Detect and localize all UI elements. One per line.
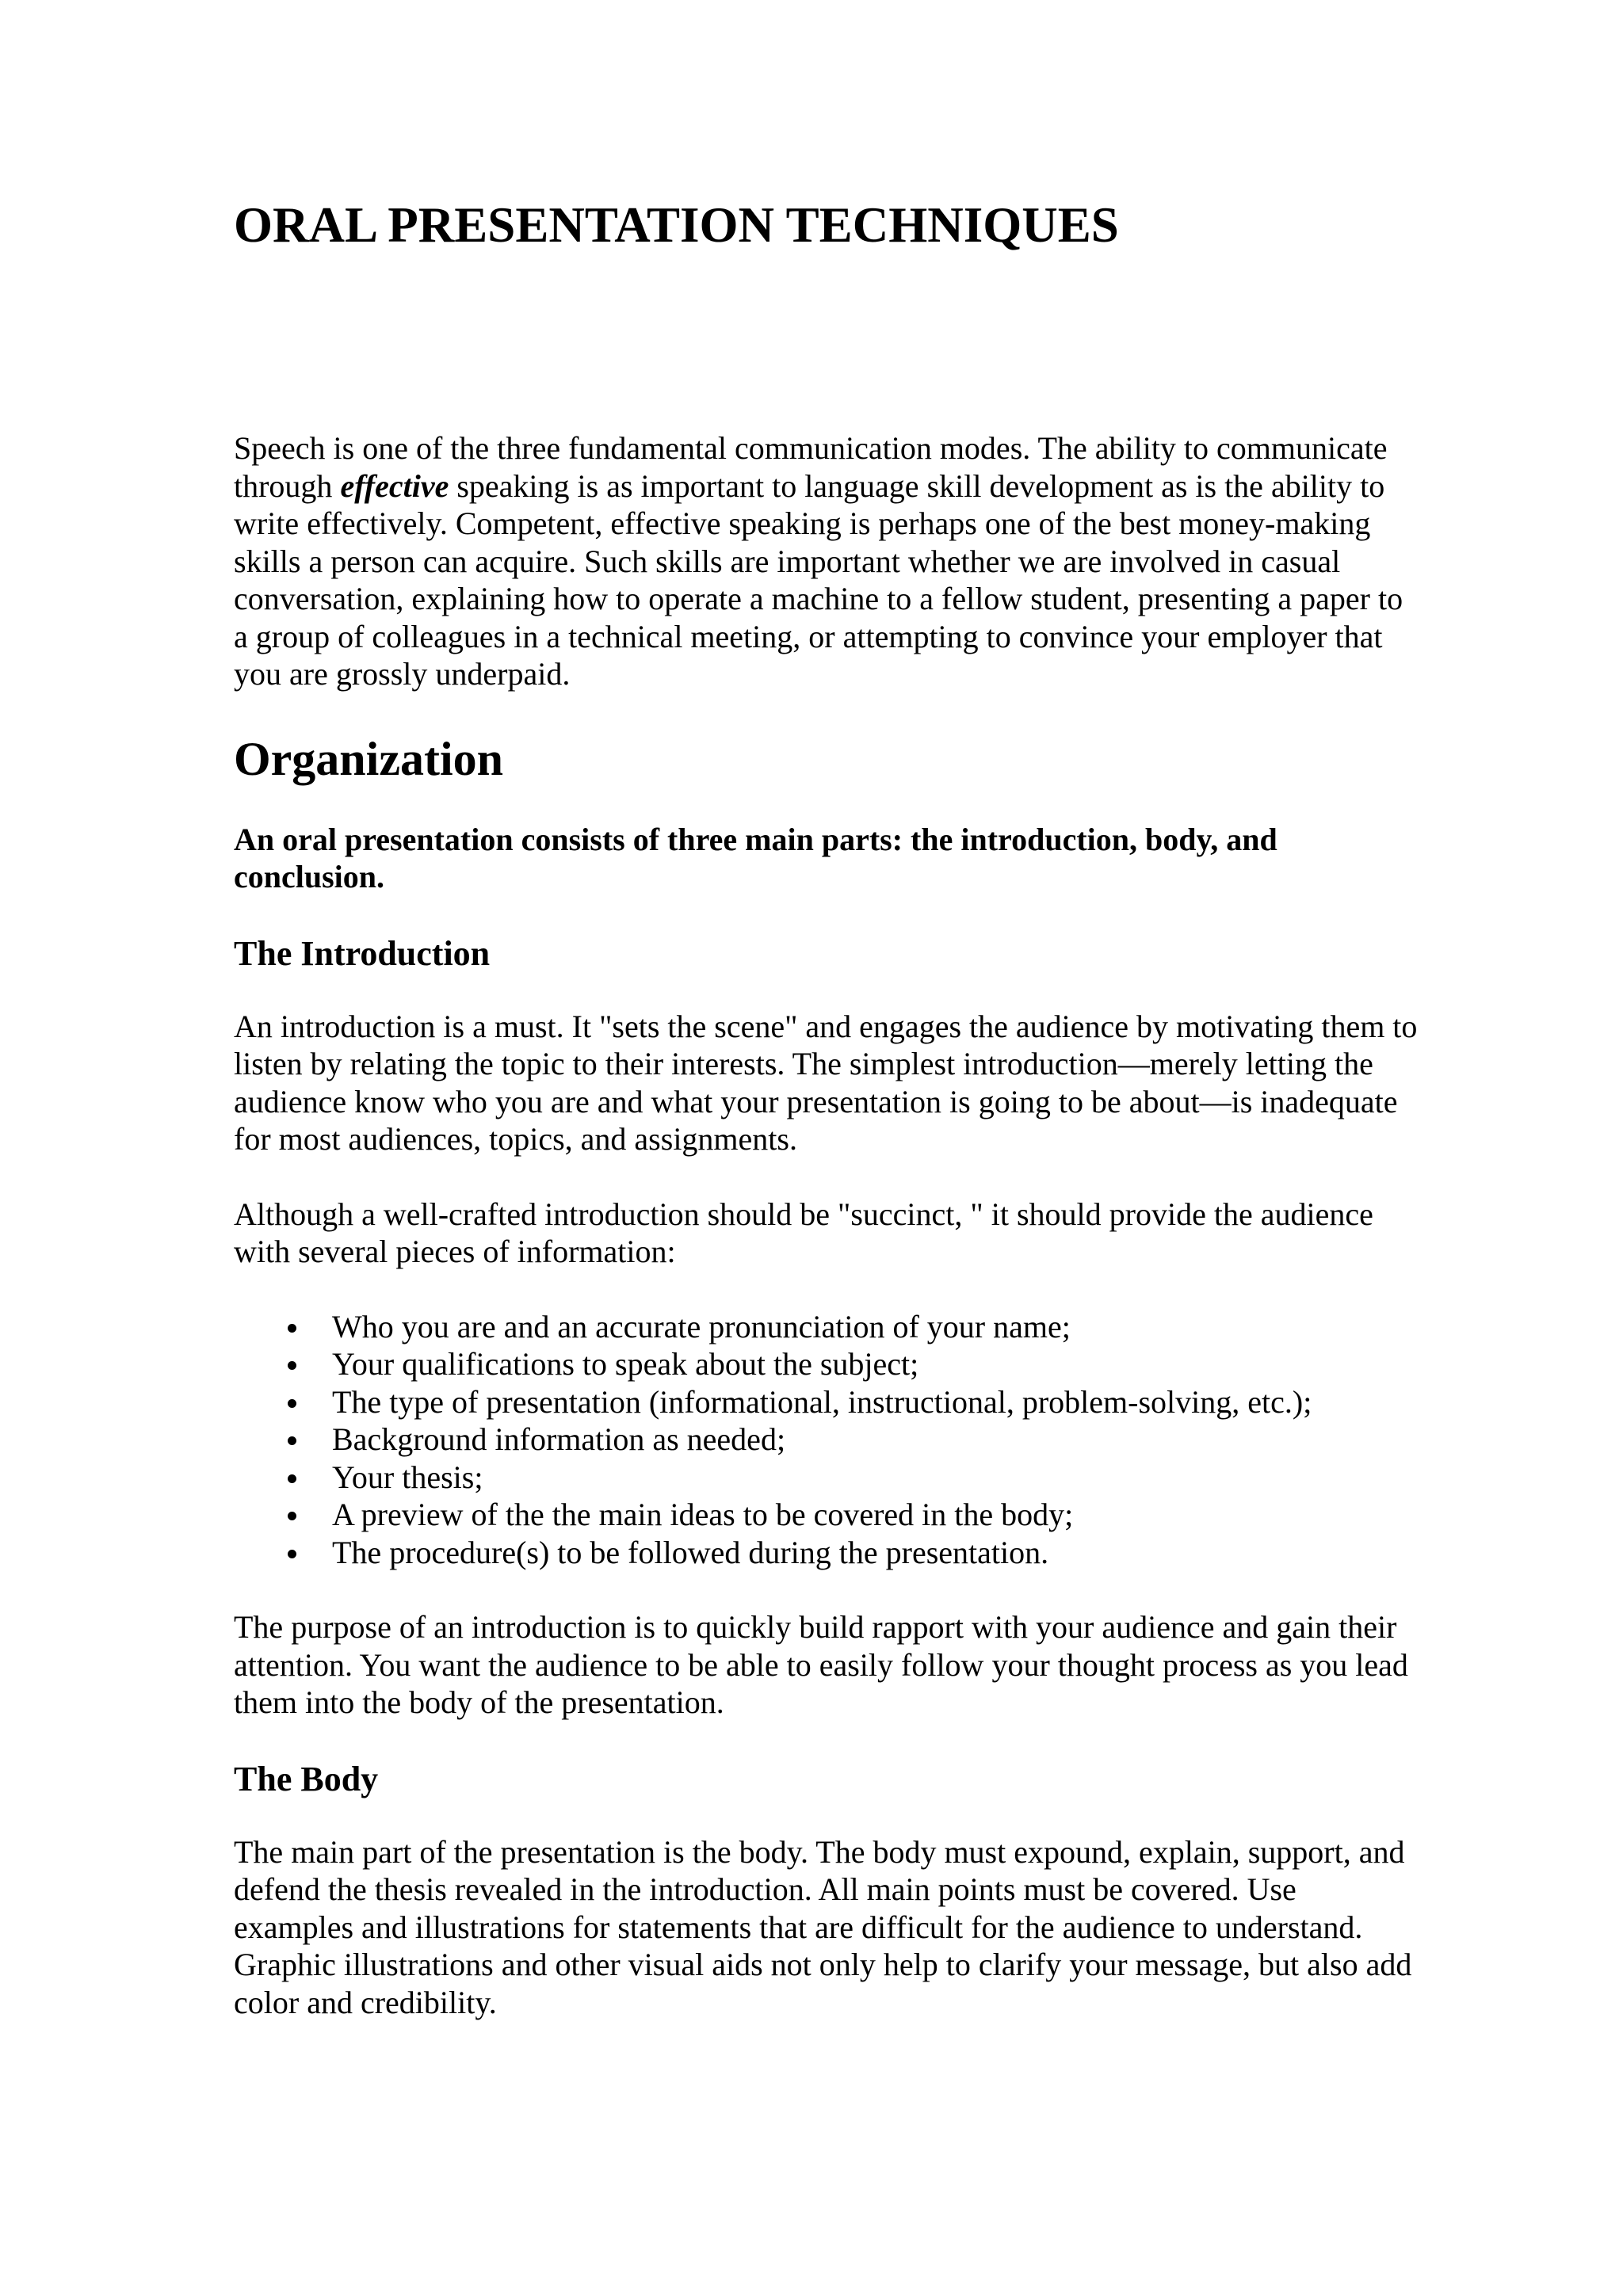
list-item [234,1534,1423,1572]
bullet-icon [288,1324,296,1333]
list-item [234,1421,1423,1459]
body-paragraph-1: The main part of the presentation is the body. The body must expound, explain, support, and defend the thesis revealed in the introduction. All main points must be covered. Use examples and illustrations for statements that are difficult for the audience to understand. Graphic illustrations and other visual aids not only help to clarify your message, but also add color and credibility. [234,1833,1412,2020]
introduction-bullet-list [234,1308,1423,1572]
page-title: ORAL PRESENTATION TECHNIQUES [234,197,1119,253]
list-item [234,1383,1423,1421]
introduction-heading: The Introduction [234,933,491,973]
list-item [234,1496,1423,1534]
bullet-icon [288,1399,296,1408]
body-heading: The Body [234,1759,379,1798]
bullet-icon [288,1512,296,1520]
introduction-paragraph-1: An introduction is a must. It "sets the scene" and engages the audience by motivating them to listen by relating the topic to their interests. The simplest introduction—merely letting the audience know who you are and what your presentation is going to be about—is inadequate for most audiences, topics, and assignments. [234,1008,1418,1157]
bullet-icon [288,1436,296,1445]
intro-emphasis-word: effective [340,467,449,504]
list-item-text: The procedure(s) to be followed during the presentation. [332,1534,1049,1570]
list-item-text: Your thesis; [332,1459,483,1495]
intro-text-after: speaking is as important to language skill development as is the ability to write effectively. Competent, effective speaking is perhaps one of the best money-making skills a person can acquire. Such skills are important whether we are involved in casual conversation, explaining how to operate a machine to a fellow student, presenting a paper to a group of colleagues in a technical meeting, or attempting to convince your employer that you are grossly underpaid. [234,467,1403,692]
organization-heading: Organization [234,732,503,785]
list-item-text: A preview of the the main ideas to be covered in the body; [332,1497,1074,1532]
list-item [234,1308,1423,1346]
list-item [234,1459,1423,1497]
bullet-icon [288,1361,296,1370]
organization-lead: An oral presentation consists of three main parts: the introduction, body, and conclusion. [234,821,1277,894]
list-item [234,1345,1423,1383]
list-item-text: Your qualifications to speak about the subject; [332,1346,919,1382]
intro-paragraph [234,429,1423,693]
bullet-icon [288,1550,296,1558]
intro-text-before: Speech is one of the three fundamental communication modes. The ability to communicate through [234,430,1388,504]
introduction-paragraph-2: Although a well-crafted introduction should be "succinct, " it should provide the audience with several pieces of information: [234,1196,1373,1269]
document-content [234,187,1423,2021]
list-item-text: Who you are and an accurate pronunciation of your name; [332,1308,1071,1344]
list-item-text: The type of presentation (informational, instructional, problem-solving, etc.); [332,1383,1312,1420]
introduction-paragraph-3: The purpose of an introduction is to quickly build rapport with your audience and gain their attention. You want the audience to be able to easily follow your thought process as you lead them into the body of the presentation. [234,1609,1408,1720]
list-item-text: Background information as needed; [332,1421,786,1457]
bullet-icon [288,1474,296,1483]
